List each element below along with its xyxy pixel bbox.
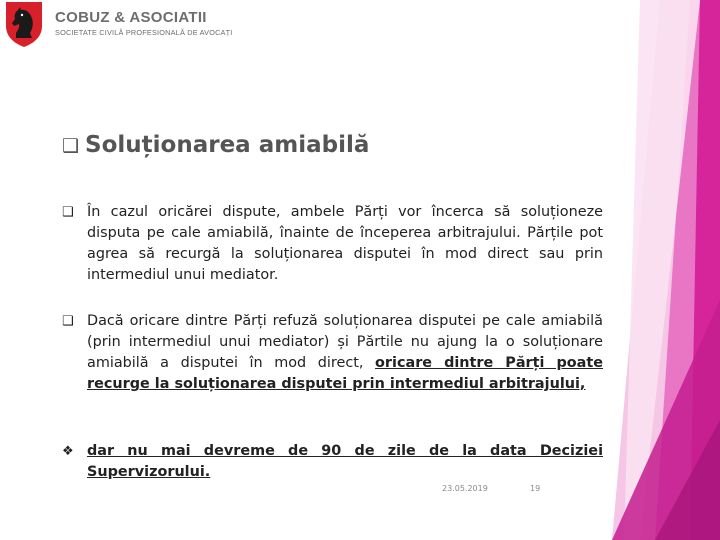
page-number: 19 <box>530 484 541 493</box>
page-title <box>62 132 369 158</box>
brand-name: COBUZ & ASOCIATII <box>55 9 207 26</box>
list-item <box>62 311 603 395</box>
diamond-bullet-icon: ❖ <box>62 444 74 459</box>
paragraph-underlined-text: oricare dintre Părți poate recurge la soluționarea disputei prin intermediul arbitrajului, <box>87 355 604 392</box>
paragraph-underlined-text: dar nu mai devreme de 90 de zile de la data Deciziei Supervizorului. <box>87 443 603 480</box>
checkbox-bullet-icon: ❑ <box>62 135 80 157</box>
paragraph-plain-text: Dacă oricare dintre Părți refuză soluționarea disputei pe cale amiabilă (prin intermediul unui mediator) și Părtile nu ajung la o soluționare amiabilă a disputei în mod direct, <box>87 313 603 371</box>
paragraph-text <box>87 441 603 483</box>
paragraph-text: În cazul oricărei dispute, ambele Părți vor încerca să soluționeze disputa pe cale amiabilă, înainte de începerea arbitrajului. Părțile pot agrea să recurgă la soluționarea disputei în mod direct sau prin intermediul unui mediator. <box>87 204 603 283</box>
list-item <box>62 202 603 286</box>
checkbox-bullet-icon: ❑ <box>62 314 74 329</box>
checkbox-bullet-icon: ❑ <box>62 205 74 220</box>
title-text: Soluționarea amiabilă <box>85 132 370 158</box>
brand-subtitle: SOCIETATE CIVILĂ PROFESIONALĂ DE AVOCAȚI <box>55 28 233 37</box>
chess-knight-logo-icon <box>2 0 46 48</box>
footer-date: 23.05.2019 <box>442 484 488 493</box>
paragraph-text <box>87 311 603 395</box>
list-item <box>62 441 603 483</box>
